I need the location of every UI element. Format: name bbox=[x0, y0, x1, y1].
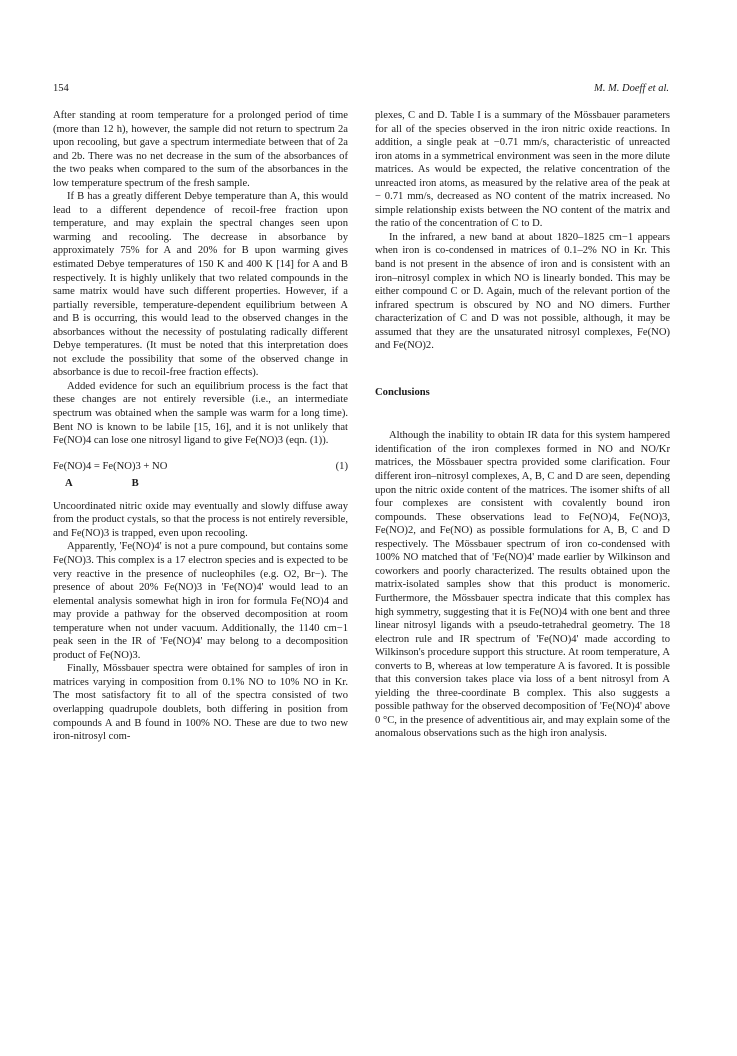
left-paragraph-3: Added evidence for such an equilibrium process is the fact that these changes are not entirely reversible (i.e., an intermediate spectrum was obtained when the sample was warm for a long time). Bent NO is known to be labile [15, 16], and it is not unlikely that Fe(NO)4 can lose one nitrosyl ligand to give Fe(NO)3 (eqn. (1)). bbox=[53, 380, 348, 447]
right-paragraph-3: Although the inability to obtain IR data for this system hampered identification of the iron complexes formed in NO and NO/Kr matrices, the Mössbauer spectra provided some clarification. Four different iron–nitrosyl complexes, A, B, C and D are seen, depending upon the nitric oxide content of the matrices. The isomer shifts of all four complexes are consistent with covalently bound iron compounds. These observations lead to Fe(NO)4, Fe(NO)3, Fe(NO)2, and Fe(NO) as possible formulations for A, B, C and D respectively. The Mössbauer spectrum of iron co-condensed with 100% NO matched that of 'Fe(NO)4' made earlier by Wilkinson and coworkers and poorly characterized. The results obtained upon the matrix-isolated samples show that this product is monomeric. Furthermore, the Mössbauer spectra indicate that this complex has high symmetry, suggesting that it is Fe(NO)4 with one bent and three linear nitrosyl ligands with a pseudo-tetrahedral geometry. The 18 electron rule and IR spectrum of 'Fe(NO)4' made according to Wilkinson's procedure support this structure. At room temperature, A converts to B, whereas at low temperature A is favored. It is possible that this conversion takes place via loss of a bent nitrosyl from A yielding the three-coordinate B complex. This also suggests a possible pathway for the observed decomposition of 'Fe(NO)4' above 0 °C, in the presence of adventitious air, and may explain some of the anomalous observations such as the high iron analysis. bbox=[375, 430, 670, 740]
equation-1 bbox=[53, 460, 348, 474]
right-paragraph-2: In the infrared, a new band at about 1820–1825 cm−1 appears when iron is co-condensed in matrices of 0.1–2% NO in Kr. This band is not present in the absence of iron and is consistent with an iron–nitrosyl complex in which NO is linearly bonded. This may be either compound C or D. Again, much of the relevant portion of the infrared spectrum is obscured by NO and NO dimers. Further characterization of C and D was not possible, although, it may be assumed that they are the unsaturated nitrosyl complexes, Fe(NO) and Fe(NO)2. bbox=[375, 231, 670, 352]
left-paragraph-6: Finally, Mössbauer spectra were obtained for samples of iron in matrices varying in composition from 0.1% NO to 10% NO in Kr. The most satisfactory fit to all of the spectra consisted of two overlapping quadrupole doublets, both differing in position from compounds A and B found in 100% NO. These are due to two new iron-nitrosyl com- bbox=[53, 663, 348, 743]
equation-number: (1) bbox=[335, 460, 348, 472]
page-number: 154 bbox=[53, 83, 69, 94]
left-paragraph-4: Uncoordinated nitric oxide may eventually and slowly diffuse away from the product cystals, so that the process is not entirely reversible, and Fe(NO)3 is trapped, even upon recooling. bbox=[53, 500, 348, 539]
right-column bbox=[375, 109, 670, 741]
left-paragraph-5: Apparently, 'Fe(NO)4' is not a pure compound, but contains some Fe(NO)3. This complex is a 17 electron species and is expected to be very reactive in the presence of nucleophiles (e.g. O2, Br−). The presence of about 20% Fe(NO)3 in 'Fe(NO)4' would lead to an elemental analysis somewhat high in iron for formula Fe(NO)4 and may provide a pathway for the observed decomposition at room temperature when not under vacuum. Additionally, the 1140 cm−1 peak seen in the IR of 'Fe(NO)4' may belong to a decomposition product of Fe(NO)3. bbox=[53, 541, 348, 661]
left-paragraph-2: If B has a greatly different Debye temperature than A, this would lead to a different dependence of recoil-free fraction upon temperature, and may explain the spectral changes seen upon warming and recooling. The decrease in absorbance by approximately 75% for A and 20% for B upon warming gives estimated Debye temperatures of 150 K and 400 K [14] for A and B respectively. It is highly unlikely that two related compounds in the same matrix would have such different properties. However, if a partially reversible, temperature-dependent equilibrium between A and B is occurring, this would lead to the observed changes in the absorbances without the necessity of postulating radically different Debye temperatures. (It must be noted that this interpretation does not exclude the possibility that some of the observed change in absorbance is due to recoil-free fraction effects). bbox=[53, 191, 348, 379]
left-column bbox=[53, 109, 348, 744]
running-head: M. M. Doeff et al. bbox=[594, 83, 669, 94]
right-paragraph-1: plexes, C and D. Table I is a summary of the Mössbauer parameters for all of the species observed in the iron nitric oxide reactions. In addition, a single peak at −0.71 mm/s, characteristic of unreacted iron atoms in a symmetrical environment was seen in the more dilute matrices. As would be expected, the relative concentration of the unreacted iron atoms, as measured by the relative area of the peak at − 0.71 mm/s, decreased as NO content of the matrix increased. No simple relationship exists between the NO content of the matrix and the ratio of the concentration of C to D. bbox=[375, 110, 670, 230]
equation-labels bbox=[53, 477, 348, 491]
conclusions-heading: Conclusions bbox=[375, 386, 430, 398]
equation-text: Fe(NO)4 = Fe(NO)3 + NO bbox=[53, 460, 168, 472]
left-paragraph-1: After standing at room temperature for a prolonged period of time (more than 12 h), however, the sample did not return to spectrum 2a upon recooling, but gave a spectrum intermediate between that of 2a and 2b. There was no net decrease in the sum of the absorbances of the two peaks when compared to the sum of the absorbances in the low temperature spectrum of the fresh sample. bbox=[53, 110, 348, 189]
equation-label-b: B bbox=[131, 478, 139, 490]
equation-label-a: A bbox=[65, 478, 73, 490]
